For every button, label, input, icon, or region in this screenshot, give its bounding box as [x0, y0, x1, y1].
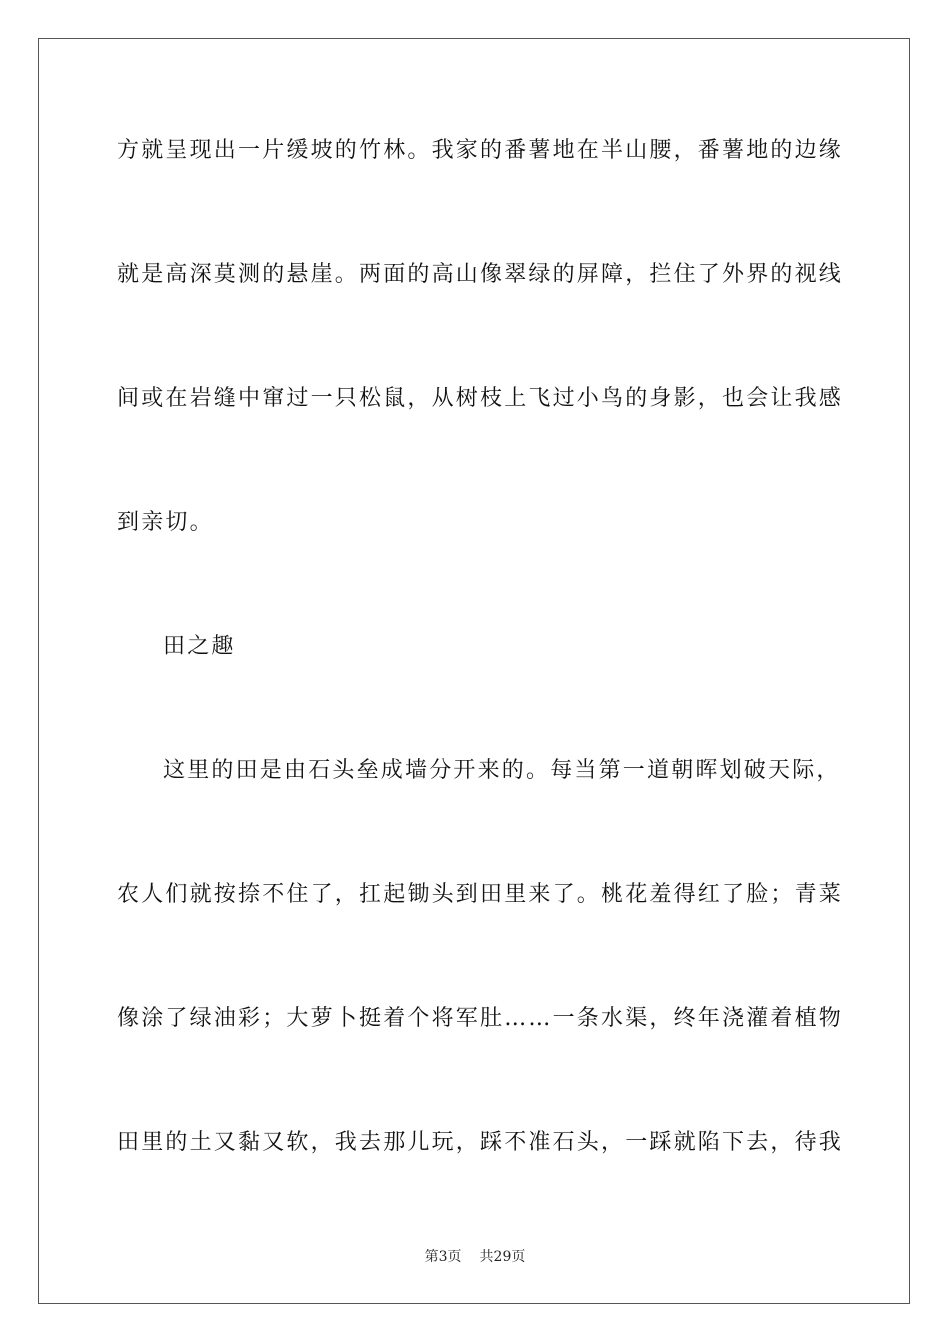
- paragraph-line-7: 像涂了绿油彩；大萝卜挺着个将军肚……一条水渠，终年浇灌着植物: [117, 1006, 844, 1031]
- section-heading: 田之趣: [163, 634, 236, 659]
- paragraph-line-5: 这里的田是由石头垒成墙分开来的。每当第一道朝晖划破天际，: [163, 758, 841, 783]
- page-border: [38, 38, 910, 1304]
- paragraph-line-1: 方就呈现出一片缓坡的竹林。我家的番薯地在半山腰，番薯地的边缘: [117, 138, 844, 163]
- page-total: 共29页: [479, 1249, 526, 1265]
- paragraph-line-6: 农人们就按捺不住了，扛起锄头到田里来了。桃花羞得红了脸；青菜: [117, 882, 844, 907]
- paragraph-line-2: 就是高深莫测的悬崖。两面的高山像翠绿的屏障，拦住了外界的视线: [117, 262, 844, 287]
- paragraph-line-4: 到亲切。: [117, 510, 214, 535]
- page-number: 第3页: [424, 1249, 462, 1265]
- paragraph-line-8: 田里的土又黏又软，我去那儿玩，踩不准石头，一踩就陷下去，待我: [117, 1130, 844, 1155]
- paragraph-line-3: 间或在岩缝中窜过一只松鼠，从树枝上飞过小鸟的身影，也会让我感: [117, 386, 844, 411]
- page-footer: [0, 1248, 950, 1266]
